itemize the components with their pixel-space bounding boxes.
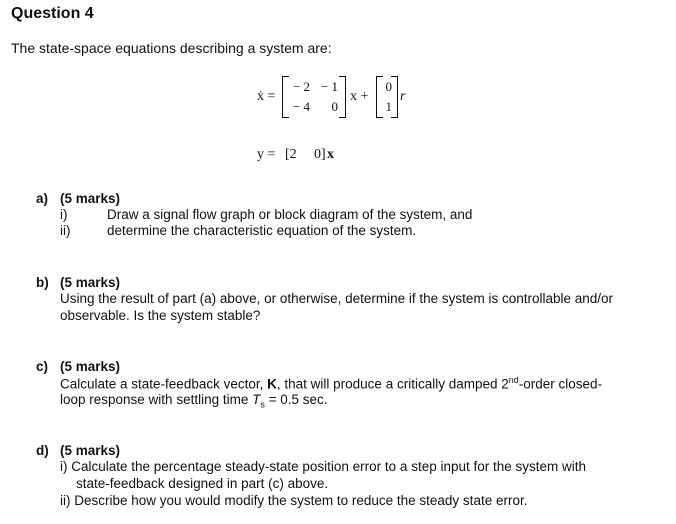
x-plus: x +	[350, 89, 369, 104]
part-a-letter: a)	[36, 191, 49, 206]
part-c-line1-c: -order closed-	[518, 376, 603, 392]
matrix-b	[376, 76, 398, 116]
part-d-ii-line: ii) Describe how you would modify the system to reduce the steady state error.	[60, 493, 528, 508]
part-c-line2-a: loop response with settling time	[60, 392, 249, 407]
part-c-letter: c)	[36, 359, 49, 374]
part-a-i-num: i)	[60, 207, 68, 222]
matrix-a-cell: − 2	[292, 79, 310, 94]
part-c-marks: (5 marks)	[60, 359, 121, 374]
k-vector: K	[267, 376, 277, 392]
part-c-line1-a: Calculate a state-feedback vector,	[60, 376, 264, 392]
part-b-marks: (5 marks)	[60, 275, 121, 290]
part-a-ii-num: ii)	[60, 223, 71, 238]
part-b-letter: b)	[36, 275, 49, 290]
xdot-lhs: ẋ =	[257, 89, 276, 104]
question-title: Question 4	[11, 5, 94, 22]
part-d-letter: d)	[36, 443, 49, 458]
part-d-i-line2: state-feedback designed in part (c) above.	[76, 476, 329, 491]
y-lhs: y =	[257, 147, 276, 162]
part-d-marks: (5 marks)	[60, 443, 121, 458]
matrix-a	[282, 76, 346, 116]
r-input: r	[400, 89, 406, 104]
part-a-i-text: Draw a signal flow graph or block diagram of the system, and	[107, 207, 473, 222]
matrix-c-left: [2	[285, 147, 297, 162]
part-c-line1	[60, 375, 602, 392]
matrix-c-right: 0]	[314, 147, 326, 162]
matrix-b-cell: 0	[385, 79, 392, 94]
part-c-line1-b: , that will produce a critically damped 2	[276, 376, 509, 392]
part-c-line2	[60, 392, 328, 410]
settling-time-sub: s	[260, 399, 265, 410]
y-x: x	[327, 147, 334, 162]
matrix-a-cell: 0	[331, 99, 338, 114]
part-c-line2-b: = 0.5 sec.	[268, 392, 328, 407]
matrix-a-cell: − 4	[292, 99, 310, 114]
nd-superscript: nd	[508, 375, 519, 385]
matrix-b-cell: 1	[385, 99, 392, 114]
part-a-marks: (5 marks)	[60, 191, 121, 206]
part-a-ii-text: determine the characteristic equation of the system.	[107, 223, 417, 238]
part-b-line1: Using the result of part (a) above, or otherwise, determine if the system is controllable and/or	[60, 291, 614, 306]
part-d-i-line1: i) Calculate the percentage steady-state position error to a step input for the system with	[60, 459, 587, 474]
intro-text: The state-space equations describing a system are:	[11, 40, 332, 56]
part-b-line2: observable. Is the system stable?	[60, 308, 261, 323]
settling-time-symbol: T	[252, 392, 261, 407]
matrix-a-cell: − 1	[320, 79, 338, 94]
